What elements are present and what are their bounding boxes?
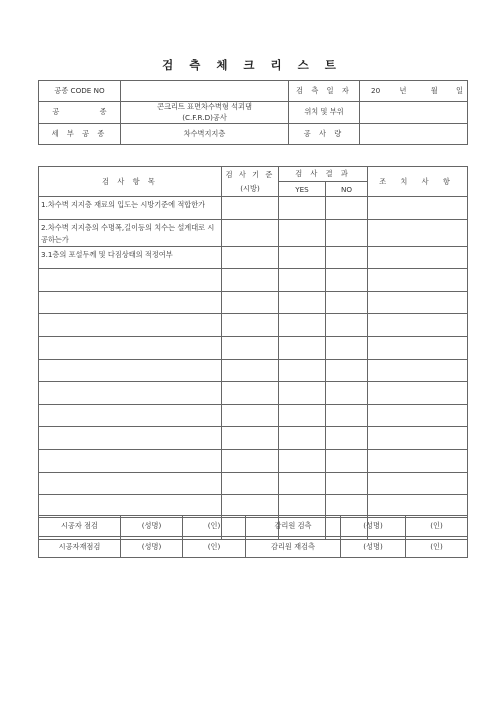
- work-value: [121, 102, 289, 124]
- table-row: [39, 404, 468, 427]
- col-standard-line1: 검 사 기 준: [225, 169, 275, 179]
- checklist-item: [39, 495, 222, 518]
- yes-cell: [279, 269, 326, 292]
- table-row: [39, 219, 468, 246]
- detail-value: 차수벽지지층: [121, 124, 289, 145]
- col-action-header: 조 치 사 항: [368, 167, 468, 197]
- action-cell: [368, 291, 468, 314]
- header-table: [38, 80, 468, 145]
- sig-row1-left-seal: (인): [183, 516, 246, 537]
- checklist-table: [38, 166, 468, 540]
- no-cell: [326, 359, 368, 382]
- date-year-unit: 년: [399, 86, 407, 95]
- yes-cell: [279, 291, 326, 314]
- table-row: [39, 495, 468, 518]
- yes-cell: [279, 449, 326, 472]
- no-cell: [326, 246, 368, 269]
- standard-cell: [222, 495, 279, 518]
- sig-row2-right-name: (성명): [341, 537, 406, 558]
- standard-cell: [222, 219, 279, 246]
- table-row: [39, 449, 468, 472]
- no-cell: [326, 404, 368, 427]
- action-cell: [368, 382, 468, 405]
- sig-row1-right-name: (성명): [341, 516, 406, 537]
- checklist-item: [39, 314, 222, 337]
- col-result-header: 검 사 결 과: [279, 167, 368, 182]
- col-standard-line2: (시방): [240, 183, 260, 193]
- checklist-item: 3.1층의 포설두께 및 다짐상태의 적정여부: [39, 246, 222, 269]
- sig-row1-right-label: 감리원 검측: [246, 516, 341, 537]
- signature-table: [38, 515, 468, 558]
- no-cell: [326, 382, 368, 405]
- standard-cell: [222, 427, 279, 450]
- table-row: [39, 197, 468, 220]
- page-title: 검 측 체 크 리 스 트: [162, 58, 342, 72]
- sig-row2-left-name: (성명): [121, 537, 183, 558]
- action-cell: [368, 197, 468, 220]
- yes-cell: [279, 427, 326, 450]
- standard-cell: [222, 336, 279, 359]
- work-value-line2: (C.F.R.D)공사: [182, 112, 227, 122]
- checklist-item: [39, 291, 222, 314]
- col-item-header: 검 사 항 목: [39, 167, 222, 197]
- col-standard-header: [222, 167, 279, 197]
- sig-row2-right-label: 감리원 재검측: [246, 537, 341, 558]
- col-no-header: NO: [326, 182, 368, 197]
- action-cell: [368, 269, 468, 292]
- yes-cell: [279, 246, 326, 269]
- date-day-unit: 일: [455, 86, 463, 95]
- no-cell: [326, 291, 368, 314]
- no-cell: [326, 336, 368, 359]
- checklist-item: [39, 449, 222, 472]
- table-row: [39, 269, 468, 292]
- code-label: 공종 CODE NO: [39, 81, 121, 102]
- checklist-item: [39, 472, 222, 495]
- col-yes-header: YES: [279, 182, 326, 197]
- action-cell: [368, 246, 468, 269]
- checklist-item: [39, 404, 222, 427]
- date-label: 검 측 일 자: [289, 81, 360, 102]
- detail-label: 세 부 공 종: [39, 124, 121, 145]
- standard-cell: [222, 359, 279, 382]
- checklist-item: 2.차수벽 지지층의 수명폭,길이등의 치수는 설계대로 시공하는가: [39, 219, 222, 246]
- quantity-value: [360, 124, 468, 145]
- sig-row1-left-label: 시공자 점검: [39, 516, 121, 537]
- table-row: [39, 291, 468, 314]
- action-cell: [368, 404, 468, 427]
- no-cell: [326, 269, 368, 292]
- work-label: 공 종: [39, 102, 121, 124]
- checklist-item: [39, 336, 222, 359]
- action-cell: [368, 495, 468, 518]
- standard-cell: [222, 314, 279, 337]
- no-cell: [326, 197, 368, 220]
- standard-cell: [222, 246, 279, 269]
- checklist-item: 1.차수벽 지지층 재료의 입도는 시방기준에 적합한가: [39, 197, 222, 220]
- no-cell: [326, 427, 368, 450]
- action-cell: [368, 219, 468, 246]
- quantity-label: 공 사 량: [289, 124, 360, 145]
- sig-row1-right-seal: (인): [406, 516, 468, 537]
- standard-cell: [222, 404, 279, 427]
- date-month-unit: 월: [430, 86, 438, 95]
- standard-cell: [222, 382, 279, 405]
- no-cell: [326, 472, 368, 495]
- code-value: [121, 81, 289, 102]
- yes-cell: [279, 197, 326, 220]
- no-cell: [326, 219, 368, 246]
- yes-cell: [279, 219, 326, 246]
- yes-cell: [279, 472, 326, 495]
- action-cell: [368, 336, 468, 359]
- yes-cell: [279, 404, 326, 427]
- date-year: 20: [371, 86, 381, 95]
- sig-row2-left-seal: (인): [183, 537, 246, 558]
- date-value: [360, 81, 468, 102]
- table-row: [39, 246, 468, 269]
- standard-cell: [222, 291, 279, 314]
- table-row: [39, 382, 468, 405]
- yes-cell: [279, 495, 326, 518]
- standard-cell: [222, 449, 279, 472]
- yes-cell: [279, 382, 326, 405]
- action-cell: [368, 314, 468, 337]
- sig-row2-right-seal: (인): [406, 537, 468, 558]
- sig-row2-left-label: 시공자재점검: [39, 537, 121, 558]
- action-cell: [368, 359, 468, 382]
- action-cell: [368, 449, 468, 472]
- location-value: [360, 102, 468, 124]
- yes-cell: [279, 336, 326, 359]
- standard-cell: [222, 197, 279, 220]
- checklist-item: [39, 269, 222, 292]
- sig-row1-left-name: (성명): [121, 516, 183, 537]
- checklist-body: [39, 197, 468, 540]
- table-row: [39, 359, 468, 382]
- yes-cell: [279, 359, 326, 382]
- table-row: [39, 336, 468, 359]
- checklist-item: [39, 359, 222, 382]
- no-cell: [326, 449, 368, 472]
- standard-cell: [222, 472, 279, 495]
- location-label: 위치 및 부위: [289, 102, 360, 124]
- work-value-line1: 콘크리트 표면차수벽형 석괴댐: [157, 102, 252, 111]
- yes-cell: [279, 314, 326, 337]
- table-row: [39, 427, 468, 450]
- table-row: [39, 314, 468, 337]
- no-cell: [326, 314, 368, 337]
- action-cell: [368, 472, 468, 495]
- no-cell: [326, 495, 368, 518]
- action-cell: [368, 427, 468, 450]
- table-row: [39, 472, 468, 495]
- standard-cell: [222, 269, 279, 292]
- checklist-item: [39, 382, 222, 405]
- checklist-item: [39, 427, 222, 450]
